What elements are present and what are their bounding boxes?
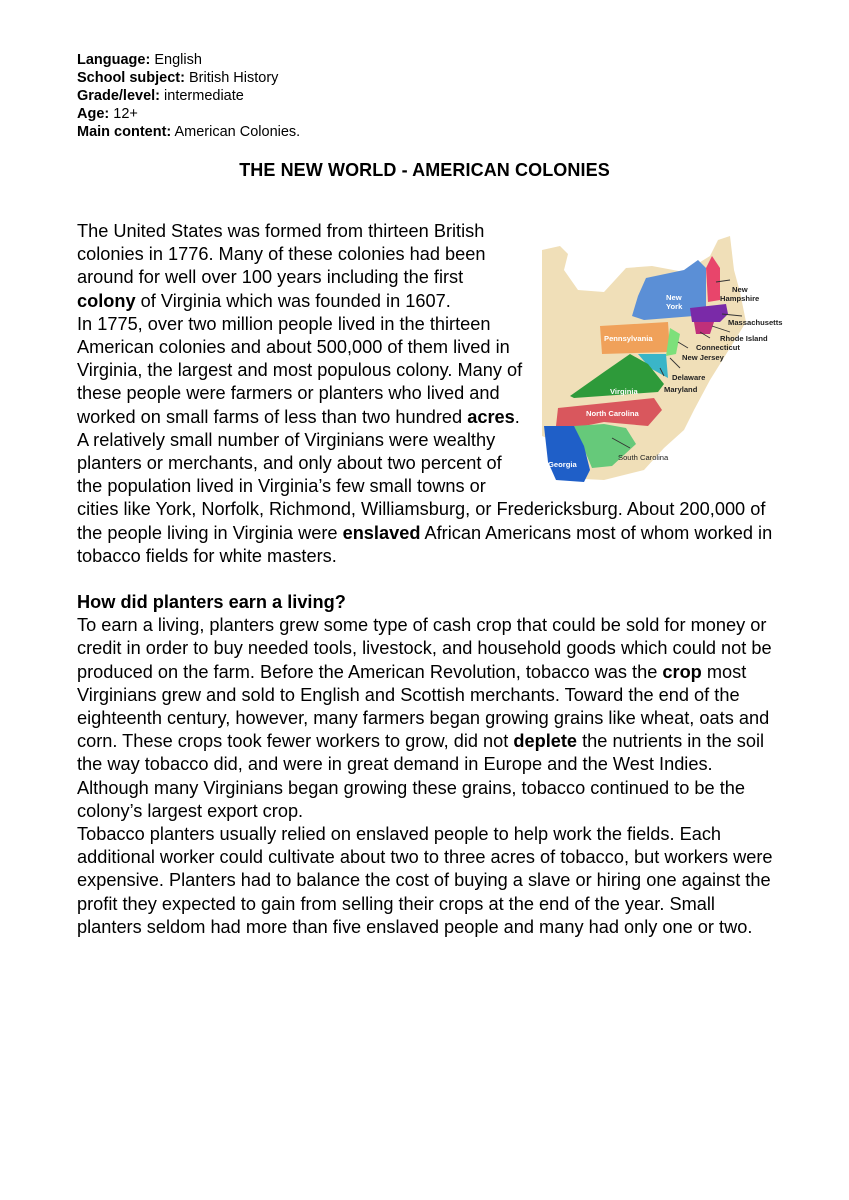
subject-line: School subject: British History: [77, 70, 279, 86]
colonies-map-svg: [534, 230, 799, 488]
paragraph-4: Tobacco planters usually relied on enslaved people to help work the fields. Each additional worker could cultivate about two to three acres of tobacco, but workers were expensive. Planters had to balance the cost of buying a slave or hiring one against the profit they expected to gain from selling their crops at the end of the year. Small planters seldom had more than five enslaved people and many had only one or two.: [77, 824, 773, 937]
map-label-new-york-2: York: [666, 302, 683, 311]
map-label-rhode-island: Rhode Island: [720, 334, 768, 343]
article-body: [77, 220, 783, 939]
map-label-virginia: Virginia: [610, 387, 638, 396]
map-label-pennsylvania: Pennsylvania: [604, 334, 653, 343]
map-label-massachusetts: Massachusetts: [728, 318, 783, 327]
grade-line: Grade/level: intermediate: [77, 88, 244, 104]
age-line: Age: 12+: [77, 106, 138, 122]
map-label-new-hampshire-2: Hampshire: [720, 294, 760, 303]
map-label-new-york-1: New: [666, 293, 682, 302]
paragraph-1: The United States was formed from thirteen British colonies in 1776. Many of these colonies had been around for well over 100 years including the first colony of Virginia which was founded in 1607.: [77, 221, 486, 311]
worksheet-metadata: [77, 51, 300, 141]
colonies-map: [534, 230, 799, 488]
map-label-new-hampshire-1: New: [732, 285, 748, 294]
map-label-south-carolina: South Carolina: [618, 453, 669, 462]
map-label-connecticut: Connecticut: [696, 343, 740, 352]
map-label-georgia: Georgia: [548, 460, 577, 469]
map-label-maryland: Maryland: [664, 385, 698, 394]
page-title: THE NEW WORLD - AMERICAN COLONIES: [239, 160, 610, 180]
main-content-line: Main content: American Colonies.: [77, 124, 301, 140]
paragraph-3: To earn a living, planters grew some type of cash crop that could be sold for money or credit in order to buy needed tools, livestock, and household goods which could not be produced on the farm. Before the American Revolution, tobacco was the crop most Virginians grew and sold to English and Scottish merchants. Toward the end of the eighteenth century, however, many farmers began growing grains like wheat, oats and corn. These crops took fewer workers to grow, did not deplete the nutrients in the soil the way tobacco did, and were in great demand in Europe and the West Indies. Although many Virginians began growing these grains, tobacco continued to be the colony’s largest export crop.: [77, 615, 772, 821]
map-label-new-jersey: New Jersey: [682, 353, 724, 362]
paragraph-2: In 1775, over two million people lived in the thirteen American colonies and about 500,000 of them lived in Virginia, the largest and most populous colony. Many of these people were farmers or planters who lived and worked on small farms of less than two hundred acres. A relatively small number of Virginians were wealthy planters or merchants, and only about two percent of the population lived in Virginia’s few small towns or cities like York, Norfolk, Richmond, Williamsburg, or Fredericksburg. About 200,000 of the people living in Virginia were enslaved African Americans most of whom worked in tobacco fields for white masters.: [77, 313, 773, 566]
map-label-north-carolina: North Carolina: [586, 409, 639, 418]
language-line: Language: English: [77, 52, 202, 68]
section-heading: How did planters earn a living?: [77, 592, 346, 613]
map-label-delaware: Delaware: [672, 373, 706, 382]
